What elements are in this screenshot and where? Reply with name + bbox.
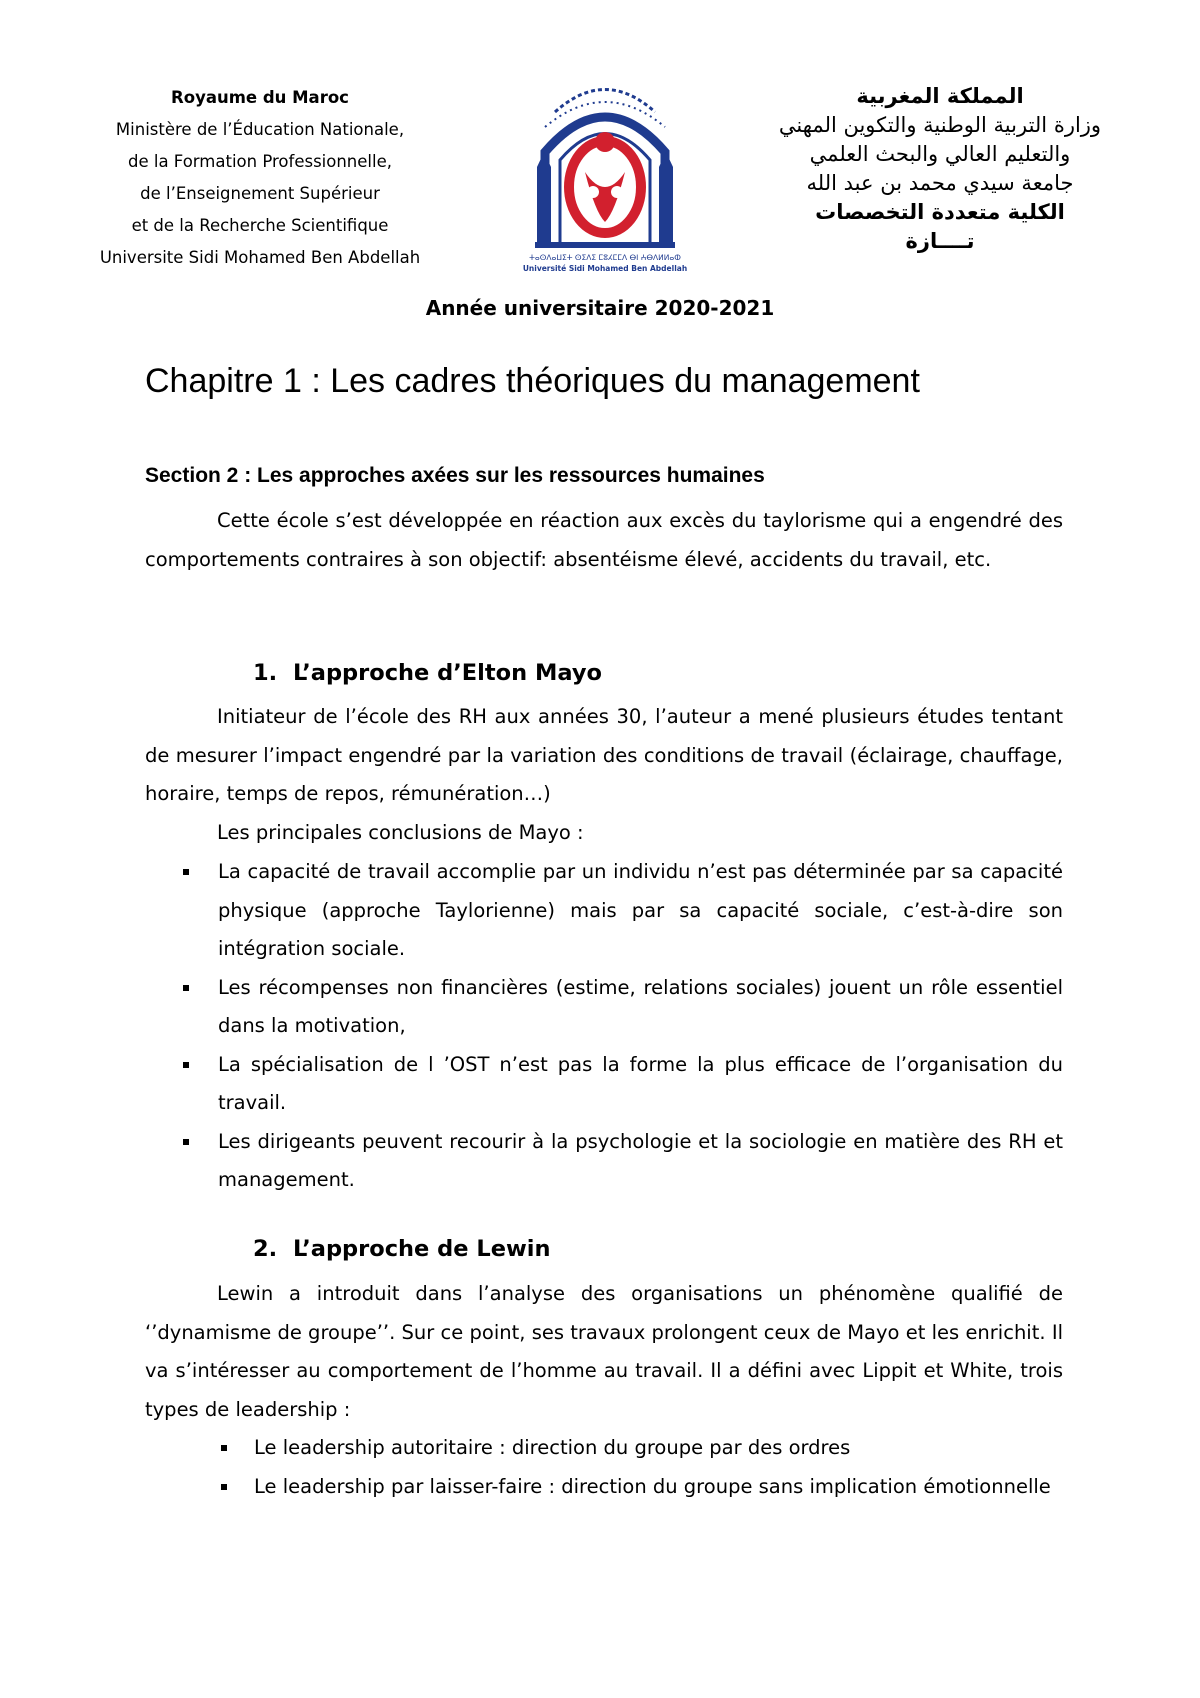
ministry-line-4: et de la Recherche Scientifique: [131, 216, 389, 235]
bullet-square-icon: [183, 869, 189, 875]
bullet-square-icon: [183, 1062, 189, 1068]
list-item: [145, 1429, 1063, 1468]
list-item-text: Le leadership par laisser-faire : direction du groupe sans implication émotionnelle: [254, 1474, 1051, 1498]
lewin-heading: [253, 1236, 550, 1262]
bullet-square-icon: [221, 1484, 227, 1490]
chapter-title: Chapitre 1 : Les cadres théoriques du management: [145, 362, 920, 400]
ministry-line-2: de la Formation Professionnelle,: [128, 152, 392, 171]
logo-caption-tifinagh: ⵜⴰⵙⴷⴰⵡⵉⵜ ⵙⵉⴷⵉ ⵎⵓⵃⵎⵎⴷ ⴱⵏ ⵄⴱⴷⵍⵍⴰⵀ: [529, 253, 681, 262]
lewin-paragraph: Lewin a introduit dans l’analyse des organisations un phénomène qualifié de ‘’dynamisme de groupe’’. Sur ce point, ses travaux prolongent ceux de Mayo et les enrichit. Il va s’intéresser au comportement de l’homme au travail. Il a défini avec Lippit et White, trois types de leadership :: [145, 1282, 1063, 1421]
header-right-arabic: [720, 82, 1160, 256]
list-item-text: Le leadership autoritaire : direction du groupe par des ordres: [254, 1436, 851, 1459]
university-name: Universite Sidi Mohamed Ben Abdellah: [99, 248, 421, 267]
city-name-arabic: تــــازة: [905, 229, 975, 253]
lewin-heading-number: 2.: [253, 1236, 278, 1262]
mayo-heading: [253, 660, 602, 686]
section-title: Section 2 : Les approches axées sur les ressources humaines: [145, 464, 765, 487]
list-item: [145, 1046, 1063, 1123]
university-logo: [515, 72, 695, 277]
header-left-french: [60, 82, 460, 274]
mayo-heading-number: 1.: [253, 660, 278, 686]
university-emblem-icon: [515, 72, 695, 277]
bullet-square-icon: [183, 985, 189, 991]
kingdom-label: Royaume du Maroc: [171, 88, 349, 107]
mayo-paragraph: Initiateur de l’école des RH aux années 30, l’auteur a mené plusieurs études tentant de mesurer l’impact engendré par la variation des conditions de travail (éclairage, chauffage, horaire, temps de repos, rémunération…): [145, 705, 1063, 805]
logo-caption-french: Université Sidi Mohamed Ben Abdellah: [522, 264, 688, 273]
kingdom-label-arabic: المملكة المغربية: [856, 84, 1024, 108]
list-item-text: Les récompenses non financières (estime, relations sociales) jouent un rôle essentiel dans la motivation,: [218, 975, 1063, 1037]
list-item: [145, 853, 1063, 969]
university-name-arabic: جامعة سيدي محمد بن عبد الله: [806, 171, 1074, 195]
list-item: [145, 1123, 1063, 1200]
academic-year: Année universitaire 2020-2021: [425, 296, 775, 320]
ministry-line-1: Ministère de l’Éducation Nationale,: [115, 120, 405, 139]
leadership-types-list: [145, 1429, 1063, 1506]
ministry-line-1-arabic: وزارة التربية الوطنية والتكوين المهني: [778, 113, 1102, 137]
bullet-square-icon: [221, 1445, 227, 1451]
intro-paragraph: Cette école s’est développée en réaction aux excès du taylorisme qui a engendré des comportements contraires à son objectif: absentéisme élevé, accidents du travail, etc.: [145, 509, 1063, 571]
lewin-heading-text: L’approche de Lewin: [293, 1236, 551, 1262]
ministry-line-3: de l’Enseignement Supérieur: [140, 184, 380, 203]
ministry-line-2-arabic: والتعليم العالي والبحث العلمي: [809, 142, 1071, 166]
mayo-conclusions-list: [145, 853, 1063, 1200]
list-item-text: La spécialisation de l ’OST n’est pas la forme la plus efficace de l’organisation du travail.: [218, 1052, 1063, 1114]
mayo-conclusions-intro: Les principales conclusions de Mayo :: [217, 821, 584, 844]
bullet-square-icon: [183, 1139, 189, 1145]
list-item: [145, 969, 1063, 1046]
mayo-heading-text: L’approche d’Elton Mayo: [293, 660, 602, 686]
list-item: [145, 1468, 1063, 1507]
faculty-name-arabic: الكلية متعددة التخصصات: [815, 200, 1065, 224]
list-item-text: La capacité de travail accomplie par un individu n’est pas déterminée par sa capacité physique (approche Taylorienne) mais par sa capacité sociale, c’est-à-dire son intégration sociale.: [218, 860, 1063, 960]
list-item-text: Les dirigeants peuvent recourir à la psychologie et la sociologie en matière des RH et management.: [218, 1129, 1063, 1191]
